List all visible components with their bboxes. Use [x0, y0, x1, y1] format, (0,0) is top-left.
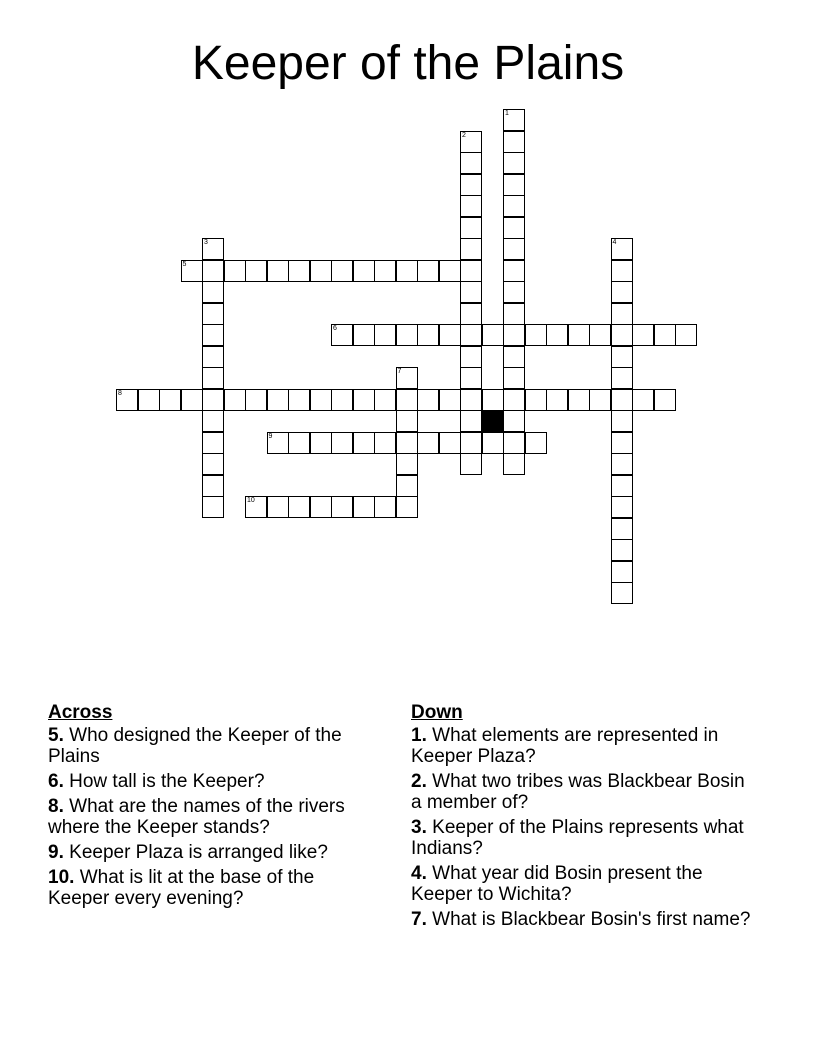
grid-cell[interactable] [202, 432, 224, 454]
clue-number: 8. [48, 796, 64, 817]
grid-cell[interactable] [611, 346, 633, 368]
clue-text: How tall is the Keeper? [69, 771, 265, 792]
grid-cell[interactable] [396, 389, 418, 411]
grid-cell[interactable] [396, 410, 418, 432]
grid-cell[interactable] [202, 303, 224, 325]
grid-cell[interactable] [503, 152, 525, 174]
cell-number: 8 [118, 389, 122, 397]
clue-number: 1. [411, 725, 427, 746]
grid-cell[interactable] [503, 324, 525, 346]
grid-cell[interactable] [159, 389, 181, 411]
grid-cell[interactable] [396, 432, 418, 454]
clue-number: 5. [48, 725, 64, 746]
grid-cell[interactable] [503, 432, 525, 454]
clue-down-3 [411, 817, 756, 859]
grid-cell[interactable] [331, 260, 353, 282]
grid-cell[interactable] [503, 389, 525, 411]
clue-number: 6. [48, 771, 64, 792]
grid-cell[interactable] [439, 432, 461, 454]
grid-cell[interactable] [224, 260, 246, 282]
cell-number: 5 [182, 260, 187, 268]
grid-cell[interactable] [353, 324, 375, 346]
grid-cell[interactable] [331, 389, 353, 411]
grid-cell[interactable] [396, 324, 418, 346]
grid-cell[interactable] [288, 496, 310, 518]
cell-number: 3 [204, 239, 208, 246]
grid-cell[interactable] [632, 389, 654, 411]
grid-cell[interactable] [611, 410, 633, 432]
grid-cell[interactable] [267, 260, 289, 282]
grid-cell[interactable] [503, 238, 525, 260]
grid-cell[interactable] [460, 389, 482, 411]
clue-down-7 [411, 909, 756, 930]
grid-cell[interactable] [503, 217, 525, 239]
grid-cell[interactable] [568, 324, 590, 346]
grid-cell[interactable] [503, 367, 525, 389]
grid-cell[interactable] [503, 174, 525, 196]
clue-number: 9. [48, 842, 64, 863]
grid-cell[interactable] [417, 324, 439, 346]
grid-cell[interactable] [267, 496, 289, 518]
clue-down-4 [411, 863, 756, 905]
grid-cell[interactable] [224, 389, 246, 411]
clue-number: 4. [411, 863, 427, 884]
grid-cell[interactable] [503, 260, 525, 282]
grid-cell[interactable] [245, 496, 267, 518]
clue-text: Who designed the Keeper of the Plains [48, 725, 342, 767]
grid-cell[interactable] [460, 238, 482, 260]
cell-number: 1 [505, 110, 509, 117]
grid-cell[interactable] [460, 260, 482, 282]
grid-cell[interactable] [202, 324, 224, 346]
grid-cell[interactable] [546, 324, 568, 346]
grid-cell[interactable] [675, 324, 697, 346]
grid-cell[interactable] [611, 475, 633, 497]
grid-cell[interactable] [611, 518, 633, 540]
grid-cell[interactable] [632, 324, 654, 346]
grid-cell[interactable] [503, 303, 525, 325]
grid-cell[interactable] [525, 432, 547, 454]
grid-cell[interactable] [503, 195, 525, 217]
grid-cell[interactable] [460, 346, 482, 368]
grid-cell[interactable] [353, 432, 375, 454]
grid-cell[interactable] [503, 131, 525, 153]
grid-cell[interactable] [482, 432, 504, 454]
grid-cell[interactable] [202, 367, 224, 389]
down-heading: Down [411, 702, 463, 723]
clue-across-5 [48, 725, 378, 767]
grid-cell[interactable] [460, 410, 482, 432]
grid-cell[interactable] [568, 389, 590, 411]
grid-cell[interactable] [460, 324, 482, 346]
grid-cell[interactable] [503, 410, 525, 432]
grid-cell[interactable] [439, 324, 461, 346]
grid-cell[interactable] [503, 346, 525, 368]
grid-cell[interactable] [202, 238, 224, 260]
grid-cell[interactable] [202, 389, 224, 411]
grid-cell[interactable] [331, 324, 353, 346]
clue-down-1 [411, 725, 756, 767]
clue-across-6 [48, 771, 378, 792]
clue-text: Keeper Plaza is arranged like? [69, 842, 328, 863]
grid-cell[interactable] [503, 453, 525, 475]
grid-cell[interactable] [611, 453, 633, 475]
grid-cell[interactable] [460, 131, 482, 153]
clue-text: What is lit at the base of the Keeper every evening? [48, 867, 315, 909]
cell-number: 10 [247, 497, 255, 504]
grid-cell[interactable] [202, 410, 224, 432]
grid-cell[interactable] [353, 389, 375, 411]
grid-cell[interactable] [353, 260, 375, 282]
grid-cell[interactable] [482, 324, 504, 346]
grid-cell[interactable] [417, 432, 439, 454]
grid-cell[interactable] [439, 389, 461, 411]
grid-cell[interactable] [460, 217, 482, 239]
grid-cell[interactable] [482, 389, 504, 411]
grid-cell[interactable] [460, 432, 482, 454]
grid-cell[interactable] [611, 281, 633, 303]
grid-cell[interactable] [181, 260, 203, 282]
grid-cell[interactable] [546, 389, 568, 411]
grid-cell[interactable] [460, 303, 482, 325]
grid-cell[interactable] [417, 389, 439, 411]
grid-cell[interactable] [374, 260, 396, 282]
cell-number: 4 [612, 239, 617, 246]
grid-cell[interactable] [611, 324, 633, 346]
clue-number: 2. [411, 771, 427, 792]
clue-across-8 [48, 796, 378, 838]
grid-cell[interactable] [116, 389, 138, 411]
grid-cell[interactable] [310, 432, 332, 454]
grid-cell[interactable] [245, 389, 267, 411]
clue-text: What are the names of the rivers where the Keeper stands? [48, 796, 345, 838]
grid-cell[interactable] [611, 238, 633, 260]
grid-cell[interactable] [611, 582, 633, 604]
grid-cell[interactable] [202, 475, 224, 497]
grid-cell[interactable] [288, 260, 310, 282]
grid-cell[interactable] [374, 496, 396, 518]
grid-cell[interactable] [460, 281, 482, 303]
grid-cell[interactable] [288, 432, 310, 454]
cell-number: 6 [333, 325, 337, 332]
grid-cell[interactable] [181, 389, 203, 411]
grid-cell[interactable] [611, 367, 633, 389]
grid-cell[interactable] [611, 496, 633, 518]
grid-cell[interactable] [460, 367, 482, 389]
clue-number: 3. [411, 817, 427, 838]
clue-across-10 [48, 867, 378, 909]
grid-cell[interactable] [310, 260, 332, 282]
clue-text: What is Blackbear Bosin's first name? [432, 909, 751, 930]
clue-text: What year did Bosin present the Keeper to Wichita? [411, 863, 703, 905]
grid-cell[interactable] [396, 475, 418, 497]
grid-cell[interactable] [503, 281, 525, 303]
grid-cell[interactable] [374, 389, 396, 411]
grid-cell[interactable] [611, 389, 633, 411]
clue-across-9 [48, 842, 378, 863]
grid-cell[interactable] [439, 260, 461, 282]
puzzle-title: Keeper of the Plains [191, 37, 625, 90]
cell-number: 9 [268, 432, 273, 440]
grid-cell[interactable] [374, 432, 396, 454]
grid-cell[interactable] [202, 453, 224, 475]
grid-cell[interactable] [525, 324, 547, 346]
grid-cell[interactable] [138, 389, 160, 411]
grid-cell[interactable] [267, 389, 289, 411]
grid-cell[interactable] [353, 496, 375, 518]
grid-cell[interactable] [460, 174, 482, 196]
grid-cell[interactable] [396, 260, 418, 282]
grid-cell[interactable] [525, 389, 547, 411]
clue-text: Keeper of the Plains represents what Indians? [411, 817, 744, 859]
grid-cell[interactable] [611, 260, 633, 282]
grid-cell[interactable] [460, 453, 482, 475]
grid-cell[interactable] [245, 260, 267, 282]
grid-cell[interactable] [202, 260, 224, 282]
grid-cell[interactable] [611, 539, 633, 561]
grid-cell[interactable] [460, 152, 482, 174]
grid-cell[interactable] [611, 432, 633, 454]
grid-cell[interactable] [288, 389, 310, 411]
clue-number: 7. [411, 909, 427, 930]
grid-cell[interactable] [267, 432, 289, 454]
grid-cell[interactable] [460, 195, 482, 217]
clue-text: What two tribes was Blackbear Bosin a member of? [411, 771, 745, 813]
grid-cell[interactable] [417, 260, 439, 282]
grid-cell[interactable] [331, 432, 353, 454]
clue-text: What elements are represented in Keeper Plaza? [411, 725, 719, 767]
grid-cell[interactable] [396, 496, 418, 518]
cell-number: 7 [397, 368, 402, 375]
grid-cell[interactable] [202, 346, 224, 368]
cell-number: 2 [462, 131, 466, 139]
grid-cell[interactable] [589, 324, 611, 346]
across-clues [48, 702, 378, 913]
grid-cell[interactable] [654, 389, 676, 411]
down-clues [411, 702, 756, 934]
grid-cell[interactable] [202, 496, 224, 518]
grid-cell[interactable] [310, 496, 332, 518]
clue-down-2 [411, 771, 756, 813]
grid-cell[interactable] [611, 303, 633, 325]
grid-cell[interactable] [310, 389, 332, 411]
grid-cell[interactable] [331, 496, 353, 518]
across-heading: Across [48, 702, 113, 723]
clue-number: 10. [48, 867, 75, 888]
grid-cell[interactable] [202, 281, 224, 303]
grid-cell[interactable] [654, 324, 676, 346]
black-cell [482, 410, 504, 432]
grid-cell[interactable] [589, 389, 611, 411]
grid-cell[interactable] [396, 367, 418, 389]
grid-cell[interactable] [611, 561, 633, 583]
grid-cell[interactable] [374, 324, 396, 346]
grid-cell[interactable] [396, 453, 418, 475]
grid-cell[interactable] [503, 109, 525, 131]
